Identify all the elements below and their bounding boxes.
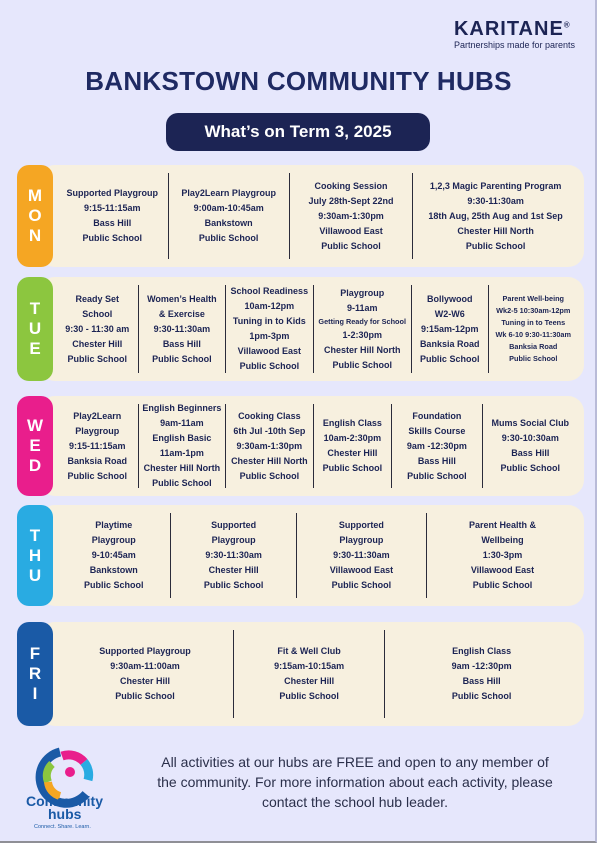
activity-cell: [57, 505, 170, 606]
community-hubs-logo: [22, 742, 122, 832]
activity-cell: [384, 630, 578, 718]
activity-line: Skills Course: [408, 425, 466, 436]
activity-line: Public School: [152, 353, 212, 364]
activity-line: 9:30am-1:30pm: [318, 210, 384, 221]
activity-line: Supported Playgroup: [99, 646, 191, 656]
activity-cell: [57, 396, 138, 496]
activity-line: English Basic: [152, 433, 212, 443]
activity-line: 9:30-11:30am: [467, 195, 524, 206]
activity-line: 9:30-11:30am: [205, 550, 262, 560]
activity-line: W2-W6: [434, 308, 465, 319]
day-letter: T: [29, 525, 41, 545]
activity-list: [57, 396, 578, 496]
activity-line: Wellbeing: [481, 535, 524, 545]
activity-cell: [488, 285, 578, 373]
activity-line: Chester Hill: [284, 676, 335, 686]
day-letter: R: [28, 664, 42, 683]
activity-line: Chester Hill North: [231, 455, 308, 466]
footer-note: All activities at our hubs are FREE and open to any member of the community. For more information about each activity, please contact the school hub leader.: [157, 754, 553, 810]
activity-cell: [391, 404, 481, 488]
day-row-mon: [17, 165, 584, 267]
activity-line: Public School: [67, 470, 128, 481]
activity-cell: [57, 165, 168, 267]
day-tab-thu: [17, 505, 53, 606]
activity-line: Public School: [239, 361, 300, 371]
activity-line: 1:30-3pm: [482, 550, 523, 560]
activity-line: Public School: [465, 240, 526, 251]
activity-line: Play2Learn Playgroup: [181, 188, 276, 198]
activity-line: School Readiness: [230, 286, 309, 296]
activity-line: Wk2-5 10:30am-12pm: [496, 306, 571, 315]
activity-line: Chester Hill: [72, 338, 123, 349]
activity-cell: [482, 404, 578, 488]
activity-line: 9:15-11:15am: [69, 440, 126, 451]
brand-tagline: Partnerships made for parents: [453, 40, 575, 50]
activity-line: Fit & Well Club: [277, 646, 341, 656]
activity-line: Public School: [115, 691, 175, 701]
activity-line: Parent Health &: [468, 520, 537, 530]
activity-line: Bass Hill: [162, 338, 201, 349]
day-tab-mon: [17, 165, 53, 267]
activity-line: Public School: [332, 359, 392, 370]
activity-cell: [296, 513, 426, 598]
activity-line: Public School: [82, 233, 142, 243]
activity-line: Villawood East: [470, 565, 535, 575]
activity-line: Women’s Health: [147, 293, 217, 304]
day-letter: I: [32, 684, 38, 703]
activity-line: Public School: [67, 353, 128, 364]
activity-line: Banksia Road: [509, 342, 558, 351]
day-letter: O: [28, 206, 42, 225]
activity-line: Villawood East: [237, 346, 301, 356]
activity-line: 18th Aug, 25th Aug and 1st Sep: [428, 210, 563, 221]
activity-line: Banksia Road: [67, 455, 128, 466]
activity-line: Playgroup: [339, 535, 384, 545]
activity-line: Tuning in to Teens: [501, 318, 566, 327]
activity-line: Public School: [198, 233, 259, 243]
page-title: BANKSTOWN COMMUNITY HUBS: [85, 66, 512, 96]
activity-line: Chester Hill North: [323, 344, 401, 355]
activity-line: Public School: [419, 353, 480, 364]
activity-line: Supported Playgroup: [66, 188, 158, 198]
activity-list: [57, 277, 578, 381]
activity-line: 10am-12pm: [244, 301, 295, 311]
activity-line: School: [82, 308, 113, 319]
activity-line: Cooking Class: [238, 410, 301, 421]
activity-line: Parent Well-being: [502, 294, 565, 303]
activity-line: Playgroup: [91, 535, 136, 545]
day-letter: U: [28, 565, 42, 585]
activity-line: Public School: [331, 580, 392, 590]
activity-line: Chester Hill: [119, 676, 170, 686]
day-row-wed: [17, 396, 584, 496]
day-letter: E: [29, 436, 41, 455]
day-letter: E: [29, 339, 41, 358]
activity-line: Mums Social Club: [491, 418, 570, 428]
activity-line: Chester Hill North: [143, 463, 221, 473]
day-letter: D: [28, 456, 42, 475]
day-tab-fri: [17, 622, 53, 726]
activity-cell: [225, 285, 312, 373]
day-tab-wed: [17, 396, 53, 496]
activity-line: Public School: [321, 240, 381, 251]
day-letter: M: [27, 186, 43, 205]
activity-line: 9:30am-11:00am: [110, 661, 180, 671]
day-tab-tue: [17, 277, 53, 381]
day-letter: W: [26, 416, 44, 435]
activity-line: English Class: [322, 418, 382, 428]
activity-line: Playgroup: [75, 425, 120, 436]
activity-line: 9:30-10:30am: [501, 433, 559, 443]
activity-line: Public School: [500, 463, 561, 473]
activity-line: Public School: [322, 463, 383, 473]
activity-line: Public School: [509, 354, 558, 363]
activity-line: Foundation: [412, 410, 462, 421]
activity-line: Public School: [451, 691, 512, 701]
activity-line: 1pm-3pm: [249, 331, 290, 341]
activity-line: 10am-2:30pm: [323, 433, 382, 443]
activity-line: 9am -12:30pm: [406, 440, 467, 451]
activity-cell: [138, 404, 225, 488]
activity-line: Public School: [407, 470, 467, 481]
activity-line: Bass Hill: [511, 448, 550, 458]
activity-cell: [412, 173, 578, 259]
activity-line: 9-11am: [346, 302, 378, 313]
activity-line: Play2Learn: [73, 410, 122, 421]
activity-cell: [57, 622, 233, 726]
activity-line: 9:30-11:30am: [153, 323, 211, 334]
activity-line: 9-10:45am: [91, 550, 136, 560]
day-row-tue: [17, 277, 584, 381]
activity-line: Public School: [279, 691, 339, 701]
activity-line: 9:15-11:15am: [83, 203, 141, 213]
activity-cell: [411, 285, 488, 373]
brand-name: KARITANE: [453, 18, 564, 40]
activity-cell: [233, 630, 384, 718]
activity-line: Playgroup: [340, 287, 385, 298]
day-letter: T: [29, 299, 41, 318]
activity-line: July 28th-Sept 22nd: [308, 195, 394, 206]
activity-line: Public School: [152, 478, 212, 488]
activity-line: Villawood East: [319, 225, 383, 236]
activity-line: 9:00am-10:45am: [193, 203, 264, 213]
activity-line: 9:30-11:30am: [333, 550, 390, 560]
activity-list: [57, 622, 578, 726]
day-row-fri: [17, 622, 584, 726]
activity-line: 9:30am-1:30pm: [236, 440, 303, 451]
activity-line: Villawood East: [329, 565, 394, 575]
activity-line: 9:15am-12pm: [420, 323, 479, 334]
activity-line: Tuning in to Kids: [232, 316, 306, 326]
activity-cell: [225, 404, 312, 488]
activity-cell: [170, 513, 295, 598]
activity-line: & Exercise: [158, 308, 205, 319]
activity-list: [57, 165, 578, 267]
logo-word-community: Community: [26, 793, 103, 809]
activity-line: Getting Ready for School: [318, 316, 406, 326]
activity-line: Chester Hill: [208, 565, 259, 575]
activity-line: 6th Jul -10th Sep: [233, 425, 306, 436]
activity-line: Chester Hill: [327, 448, 378, 458]
activity-line: Bass Hill: [462, 676, 501, 686]
activity-line: 1-2:30pm: [342, 329, 382, 340]
activity-line: 11am-1pm: [159, 448, 204, 458]
activity-line: Ready Set: [75, 293, 120, 304]
activity-cell: [168, 173, 289, 259]
day-letter: H: [28, 545, 42, 565]
activity-cell: [426, 513, 578, 598]
activity-line: Bass Hill: [417, 455, 456, 466]
activity-line: Bankstown: [204, 218, 253, 228]
activity-line: Banksia Road: [419, 338, 480, 349]
activity-line: 9:30 - 11:30 am: [65, 323, 130, 334]
activity-line: Public School: [203, 580, 264, 590]
activity-cell: [313, 285, 411, 373]
activity-line: Public School: [83, 580, 144, 590]
activity-line: Playtime: [95, 520, 133, 530]
activity-line: English Beginners: [142, 403, 222, 413]
activity-line: Public School: [472, 580, 533, 590]
logo-tagline: Connect. Share. Learn.: [34, 824, 91, 830]
activity-line: Playgroup: [211, 535, 256, 545]
day-row-thu: [17, 505, 584, 606]
logo-word-hubs: hubs: [48, 806, 82, 822]
activity-cell: [57, 277, 138, 381]
activity-line: Chester Hill North: [457, 225, 534, 236]
activity-line: Supported: [211, 520, 257, 530]
day-letter: U: [28, 319, 42, 338]
activity-line: English Class: [452, 646, 512, 656]
activity-line: 9am-11am: [160, 418, 204, 428]
day-letter: N: [28, 226, 42, 245]
activity-line: Bankstown: [89, 565, 138, 575]
activity-line: Wk 6-10 9:30-11:30am: [495, 330, 571, 339]
karitane-logo: [454, 18, 575, 50]
activity-line: 1,2,3 Magic Parenting Program: [429, 180, 562, 191]
term-banner: What’s on Term 3, 2025: [166, 113, 430, 151]
activity-cell: [289, 173, 412, 259]
day-letter: F: [29, 644, 41, 663]
activity-cell: [138, 285, 225, 373]
activity-line: Bollywood: [426, 293, 473, 304]
registered-mark: ®: [563, 20, 571, 30]
activity-line: 9:15am-10:15am: [274, 661, 345, 671]
activity-line: Public School: [239, 470, 300, 481]
activity-list: [57, 505, 578, 606]
activity-line: Bass Hill: [93, 218, 132, 228]
activity-line: Supported: [338, 520, 384, 530]
activity-line: 9am -12:30pm: [451, 661, 512, 671]
activity-line: Cooking Session: [314, 180, 388, 191]
activity-cell: [313, 404, 392, 488]
